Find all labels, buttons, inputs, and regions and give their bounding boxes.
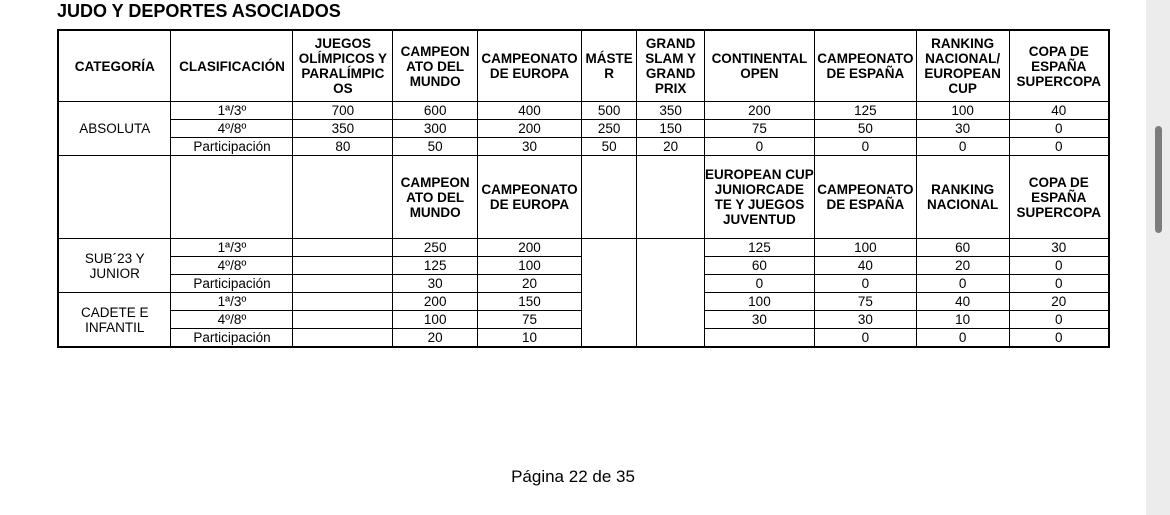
- header-copa-espana: COPA DE ESPAÑA SUPERCOPA: [1009, 156, 1109, 239]
- header-campeonato-europa: CAMPEONATO DE EUROPA: [478, 156, 582, 239]
- header-campeonato-espana: CAMPEONATO DE ESPAÑA: [814, 30, 916, 102]
- table-cell: 30: [1009, 239, 1109, 257]
- table-cell: 20: [478, 275, 582, 293]
- table-cell: 150: [478, 293, 582, 311]
- table-cell: 100: [704, 293, 814, 311]
- table-cell: 30: [393, 275, 478, 293]
- header-ranking-nacional: RANKING NACIONAL/ EUROPEAN CUP: [916, 30, 1009, 102]
- header-campeonato-mundo: CAMPEON ATO DEL MUNDO: [393, 30, 478, 102]
- table-cell: 0: [1009, 120, 1109, 138]
- table-cell: 75: [704, 120, 814, 138]
- table-cell: 200: [393, 293, 478, 311]
- table-cell: 200: [478, 120, 582, 138]
- table-cell: [293, 257, 393, 275]
- table-cell: 250: [581, 120, 636, 138]
- table-cell: 0: [1009, 257, 1109, 275]
- table-cell: 0: [814, 275, 916, 293]
- table-cell: 500: [581, 102, 636, 120]
- table-cell: 100: [393, 311, 478, 329]
- table-cell: 1ª/3º: [171, 102, 293, 120]
- table-cell: 400: [478, 102, 582, 120]
- scrollbar-thumb[interactable]: [1155, 126, 1162, 233]
- table-cell: 0: [916, 329, 1009, 348]
- section-title: JUDO Y DEPORTES ASOCIADOS: [57, 1, 341, 21]
- table-cell: 125: [393, 257, 478, 275]
- table-cell: 125: [704, 239, 814, 257]
- header-campeonato-espana: CAMPEONATO DE ESPAÑA: [814, 156, 916, 239]
- table-cell: 200: [478, 239, 582, 257]
- header-row-junior: [58, 156, 1109, 239]
- header-master: MÁSTE R: [581, 30, 636, 102]
- table-cell: [293, 293, 393, 311]
- table-row: [58, 102, 1109, 120]
- table-cell: 1ª/3º: [171, 293, 293, 311]
- header-ranking-nacional: RANKING NACIONAL: [916, 156, 1009, 239]
- table-cell: [293, 311, 393, 329]
- table-cell: 30: [704, 311, 814, 329]
- empty-cell: [581, 239, 636, 348]
- table-cell: 0: [814, 329, 916, 348]
- empty-cell: [581, 156, 636, 239]
- table-cell: 0: [1009, 138, 1109, 156]
- table-cell: 100: [478, 257, 582, 275]
- table-cell: 75: [478, 311, 582, 329]
- table-cell: 125: [814, 102, 916, 120]
- table-cell: 100: [916, 102, 1009, 120]
- header-juegos-olimpicos: JUEGOS OLÍMPICOS Y PARALÍMPIC OS: [293, 30, 393, 102]
- table-cell: Participación: [171, 329, 293, 348]
- table-cell: 350: [637, 102, 705, 120]
- table-cell: 20: [1009, 293, 1109, 311]
- table-cell: 50: [393, 138, 478, 156]
- empty-cell: [637, 156, 705, 239]
- table-cell: [293, 239, 393, 257]
- table-cell: 0: [704, 275, 814, 293]
- table-cell: 600: [393, 102, 478, 120]
- table-cell: 0: [916, 138, 1009, 156]
- table-cell: 50: [814, 120, 916, 138]
- table-cell: 10: [916, 311, 1009, 329]
- table-cell: 0: [1009, 329, 1109, 348]
- table-cell: 20: [916, 257, 1009, 275]
- table-cell: 50: [581, 138, 636, 156]
- table-row: [58, 120, 1109, 138]
- table-cell: 0: [1009, 275, 1109, 293]
- table-cell: 350: [293, 120, 393, 138]
- table-cell: Participación: [171, 275, 293, 293]
- table-cell: 75: [814, 293, 916, 311]
- table-row: [58, 138, 1109, 156]
- table-cell: Participación: [171, 138, 293, 156]
- table-cell: 700: [293, 102, 393, 120]
- table-cell: 300: [393, 120, 478, 138]
- table-cell: 10: [478, 329, 582, 348]
- table-cell: 20: [637, 138, 705, 156]
- points-table: [57, 29, 1110, 348]
- table-cell: 0: [916, 275, 1009, 293]
- table-cell: 250: [393, 239, 478, 257]
- table-cell: 0: [1009, 311, 1109, 329]
- table-cell: [704, 329, 814, 348]
- header-grand-slam: GRAND SLAM Y GRAND PRIX: [637, 30, 705, 102]
- empty-cell: [58, 156, 171, 239]
- table-cell: 80: [293, 138, 393, 156]
- header-copa-espana: COPA DE ESPAÑA SUPERCOPA: [1009, 30, 1109, 102]
- table-cell: 30: [814, 311, 916, 329]
- table-cell: [293, 329, 393, 348]
- header-campeonato-europa: CAMPEONATO DE EUROPA: [478, 30, 582, 102]
- category-sub23-junior: SUB´23 Y JUNIOR: [58, 239, 171, 293]
- table-cell: 40: [1009, 102, 1109, 120]
- table-cell: 150: [637, 120, 705, 138]
- empty-cell: [171, 156, 293, 239]
- header-categoria: CATEGORÍA: [58, 30, 171, 102]
- table-cell: 200: [704, 102, 814, 120]
- table-cell: 0: [704, 138, 814, 156]
- table-cell: 4º/8º: [171, 120, 293, 138]
- header-row-absoluta: [58, 30, 1109, 102]
- table-cell: 30: [916, 120, 1009, 138]
- category-cadete-infantil: CADETE E INFANTIL: [58, 293, 171, 348]
- table-cell: 0: [814, 138, 916, 156]
- category-absoluta: ABSOLUTA: [58, 102, 171, 156]
- header-european-cup: EUROPEAN CUP JUNIORCADE TE Y JUEGOS JUVENTUD: [704, 156, 814, 239]
- table-cell: 30: [478, 138, 582, 156]
- table-cell: 4º/8º: [171, 257, 293, 275]
- header-campeonato-mundo: CAMPEON ATO DEL MUNDO: [393, 156, 478, 239]
- table-cell: 40: [916, 293, 1009, 311]
- table-cell: 100: [814, 239, 916, 257]
- table-cell: 60: [916, 239, 1009, 257]
- header-continental-open: CONTINENTAL OPEN: [704, 30, 814, 102]
- table-row: [58, 239, 1109, 257]
- scrollbar-track[interactable]: [1146, 0, 1170, 515]
- table-cell: 4º/8º: [171, 311, 293, 329]
- empty-cell: [637, 239, 705, 348]
- table-cell: 40: [814, 257, 916, 275]
- page-number: Página 22 de 35: [511, 467, 635, 486]
- table-cell: [293, 275, 393, 293]
- table-cell: 20: [393, 329, 478, 348]
- header-clasificacion: CLASIFICACIÓN: [171, 30, 293, 102]
- empty-cell: [293, 156, 393, 239]
- table-cell: 60: [704, 257, 814, 275]
- table-cell: 1ª/3º: [171, 239, 293, 257]
